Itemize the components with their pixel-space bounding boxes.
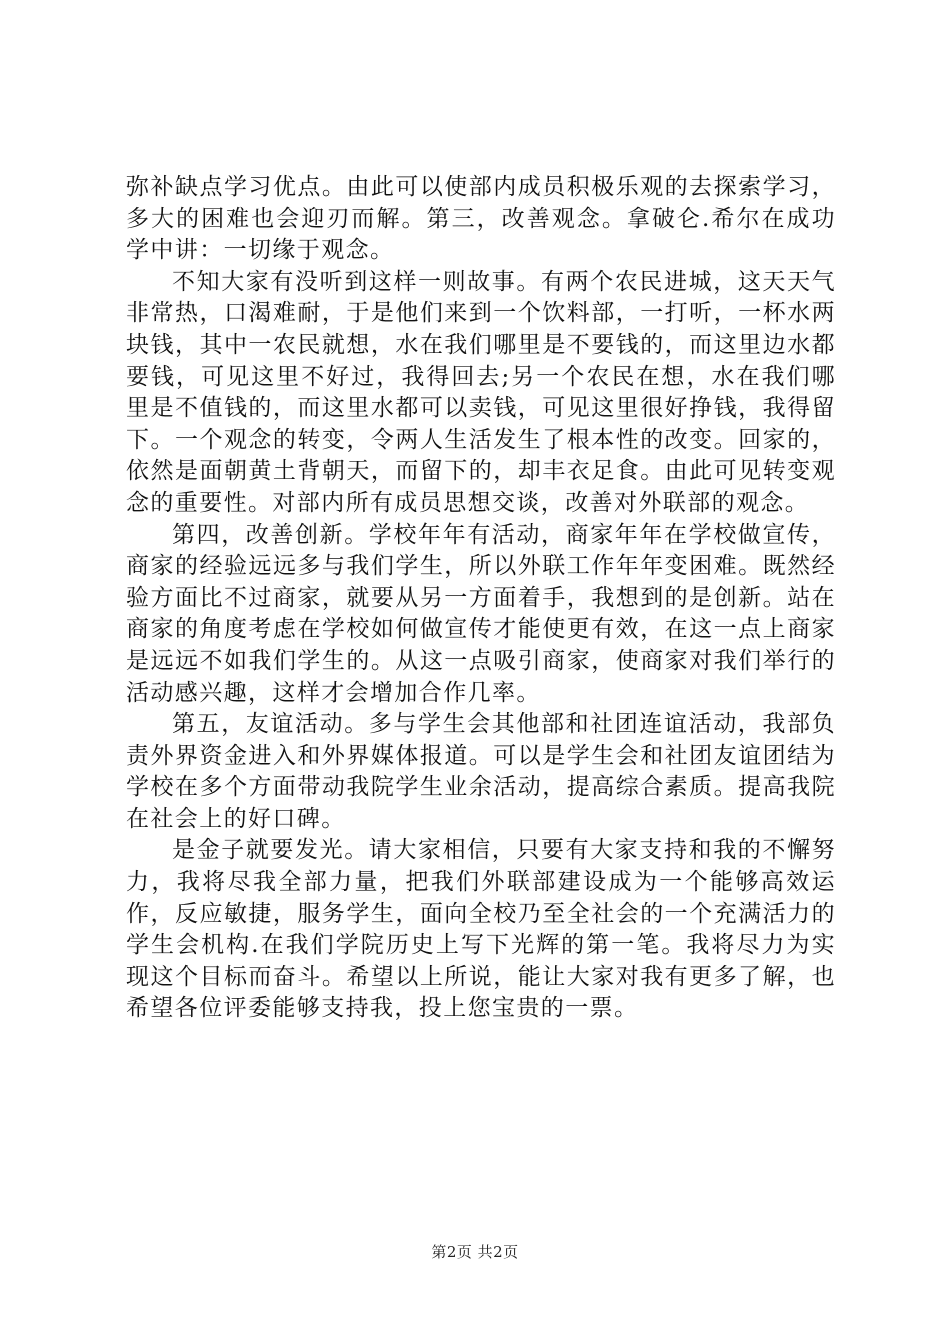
page-footer: 第2页 共2页: [431, 1243, 519, 1261]
body-text: [126, 172, 836, 1025]
paragraph-5: 是金子就要发光。请大家相信，只要有大家支持和我的不懈努力，我将尽我全部力量，把我们外联部建设成为一个能够高效运作，反应敏捷，服务学生，面向全校乃至全社会的一个充满活力的学生会机构.在我们学院历史上写下光辉的第一笔。我将尽力为实现这个目标而奋斗。希望以上所说，能让大家对我有更多了解，也希望各位评委能够支持我，投上您宝贵的一票。: [126, 837, 836, 1022]
paragraph-3: 第四，改善创新。学校年年有活动，商家年年在学校做宣传，商家的经验远远多与我们学生，所以外联工作年年变困难。既然经验方面比不过商家，就要从另一方面着手，我想到的是创新。站在商家的角度考虑在学校如何做宣传才能使更有效，在这一点上商家是远远不如我们学生的。从这一点吸引商家，使商家对我们举行的活动感兴趣，这样才会增加合作几率。: [126, 521, 836, 706]
paragraph-4: 第五，友谊活动。多与学生会其他部和社团连谊活动，我部负责外界资金进入和外界媒体报道。可以是学生会和社团友谊团结为学校在多个方面带动我院学生业余活动，提高综合素质。提高我院在社会上的好口碑。: [126, 711, 836, 832]
paragraph-1: 弥补缺点学习优点。由此可以使部内成员积极乐观的去探索学习，多大的困难也会迎刃而解。第三，改善观念。拿破仑.希尔在成功学中讲：一切缘于观念。: [126, 174, 836, 264]
paragraph-2: 不知大家有没听到这样一则故事。有两个农民进城，这天天气非常热，口渴难耐，于是他们来到一个饮料部，一打听，一杯水两块钱，其中一农民就想，水在我们哪里是不要钱的，而这里边水都要钱，可见这里不好过，我得回去;另一个农民在想，水在我们哪里是不值钱的，而这里水都可以卖钱，可见这里很好挣钱，我得留下。一个观念的转变，令两人生活发生了根本性的改变。回家的，依然是面朝黄土背朝天，而留下的，却丰衣足食。由此可见转变观念的重要性。对部内所有成员思想交谈，改善对外联部的观念。: [126, 268, 836, 516]
